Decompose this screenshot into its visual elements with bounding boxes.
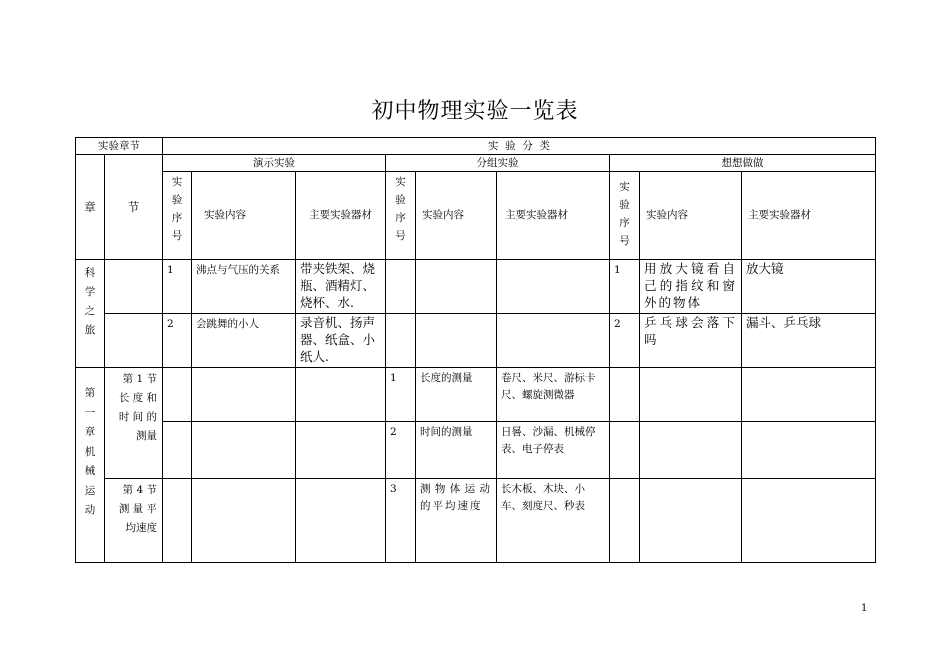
demo-content-cell: 会跳舞的小人 — [192, 314, 296, 368]
demo-seq-cell — [163, 422, 192, 479]
group-seq-cell: 3 — [386, 479, 416, 563]
table-row — [76, 422, 876, 479]
section-cell: 第 4 节 测 量 平 均速度 — [105, 479, 163, 563]
group-seq-cell — [386, 314, 416, 368]
header-classification: 实 验 分 类 — [163, 138, 876, 155]
page-title: 初中物理实验一览表 — [371, 99, 579, 124]
think-content-cell — [640, 422, 742, 479]
header-group: 分组实验 — [386, 155, 610, 172]
table-row — [76, 314, 876, 368]
group-seq-cell: 2 — [386, 422, 416, 479]
group-content-cell: 测物体运动的平均速度 — [416, 479, 497, 563]
think-seq-cell — [610, 479, 640, 563]
demo-seq-cell — [163, 479, 192, 563]
think-seq-cell: 1 — [610, 260, 640, 314]
group-content-cell: 长度的测量 — [416, 368, 497, 422]
demo-content-cell — [192, 479, 296, 563]
group-equipment-cell — [497, 260, 610, 314]
header-think: 想想做做 — [610, 155, 876, 172]
think-seq-cell: 2 — [610, 314, 640, 368]
think-equipment-cell: 放大镜 — [742, 260, 876, 314]
section-cell — [105, 260, 163, 314]
group-content-cell — [416, 314, 497, 368]
group-seq-cell — [386, 260, 416, 314]
demo-equipment-cell — [296, 422, 386, 479]
group-seq-cell: 1 — [386, 368, 416, 422]
group-content-cell — [416, 260, 497, 314]
demo-equipment-cell: 带夹铁架、烧瓶、酒精灯、烧杯、水. — [296, 260, 386, 314]
demo-content-cell: 沸点与气压的关系 — [192, 260, 296, 314]
think-equipment-cell — [742, 479, 876, 563]
think-seq-cell — [610, 368, 640, 422]
group-equipment-cell — [497, 314, 610, 368]
header-demo-equipment: 主要实验器材 — [296, 172, 386, 260]
header-row-3 — [76, 172, 876, 260]
think-equipment-cell: 漏斗、乒乓球 — [742, 314, 876, 368]
chapter-cell: 科 学 之 旅 — [76, 260, 105, 368]
think-equipment-cell — [742, 422, 876, 479]
demo-content-cell — [192, 368, 296, 422]
think-content-cell: 乒乓球会落下吗 — [640, 314, 742, 368]
section-cell — [105, 314, 163, 368]
header-think-content: 实验内容 — [640, 172, 742, 260]
think-equipment-cell — [742, 368, 876, 422]
think-seq-cell — [610, 422, 640, 479]
think-content-cell — [640, 479, 742, 563]
header-group-seq: 实 验 序 号 — [386, 172, 416, 260]
header-group-content: 实验内容 — [416, 172, 497, 260]
header-row-2 — [76, 155, 876, 172]
think-content-cell — [640, 368, 742, 422]
demo-equipment-cell — [296, 479, 386, 563]
header-think-equipment: 主要实验器材 — [742, 172, 876, 260]
header-section: 节 — [105, 155, 163, 260]
header-chapter-section: 实验章节 — [76, 138, 163, 155]
page-number: 1 — [861, 603, 868, 614]
table-row — [76, 260, 876, 314]
header-demo: 演示实验 — [163, 155, 386, 172]
demo-equipment-cell: 录音机、扬声器、纸盒、小纸人. — [296, 314, 386, 368]
experiment-table — [75, 137, 876, 563]
header-row-1 — [76, 138, 876, 155]
demo-equipment-cell — [296, 368, 386, 422]
demo-content-cell — [192, 422, 296, 479]
group-equipment-cell: 长木板、木块、小车、刻度尺、秒表 — [497, 479, 610, 563]
think-content-cell: 用放大镜看自己的指纹和窗外的物体 — [640, 260, 742, 314]
header-think-seq: 实 验 序 号 — [610, 172, 640, 260]
group-content-cell: 时间的测量 — [416, 422, 497, 479]
table-row — [76, 368, 876, 422]
demo-seq-cell: 2 — [163, 314, 192, 368]
header-demo-content: 实验内容 — [192, 172, 296, 260]
header-chapter: 章 — [76, 155, 105, 260]
group-equipment-cell: 日晷、沙漏、机械停表、电子停表 — [497, 422, 610, 479]
header-group-equipment: 主要实验器材 — [497, 172, 610, 260]
group-equipment-cell: 卷尺、米尺、游标卡尺、螺旋测微器 — [497, 368, 610, 422]
chapter-cell: 第 一 章 机 械 运 动 — [76, 368, 105, 563]
header-demo-seq: 实 验 序 号 — [163, 172, 192, 260]
table-row — [76, 479, 876, 563]
section-cell: 第 1 节 长 度 和 时 间 的 测量 — [105, 368, 163, 479]
demo-seq-cell — [163, 368, 192, 422]
demo-seq-cell: 1 — [163, 260, 192, 314]
